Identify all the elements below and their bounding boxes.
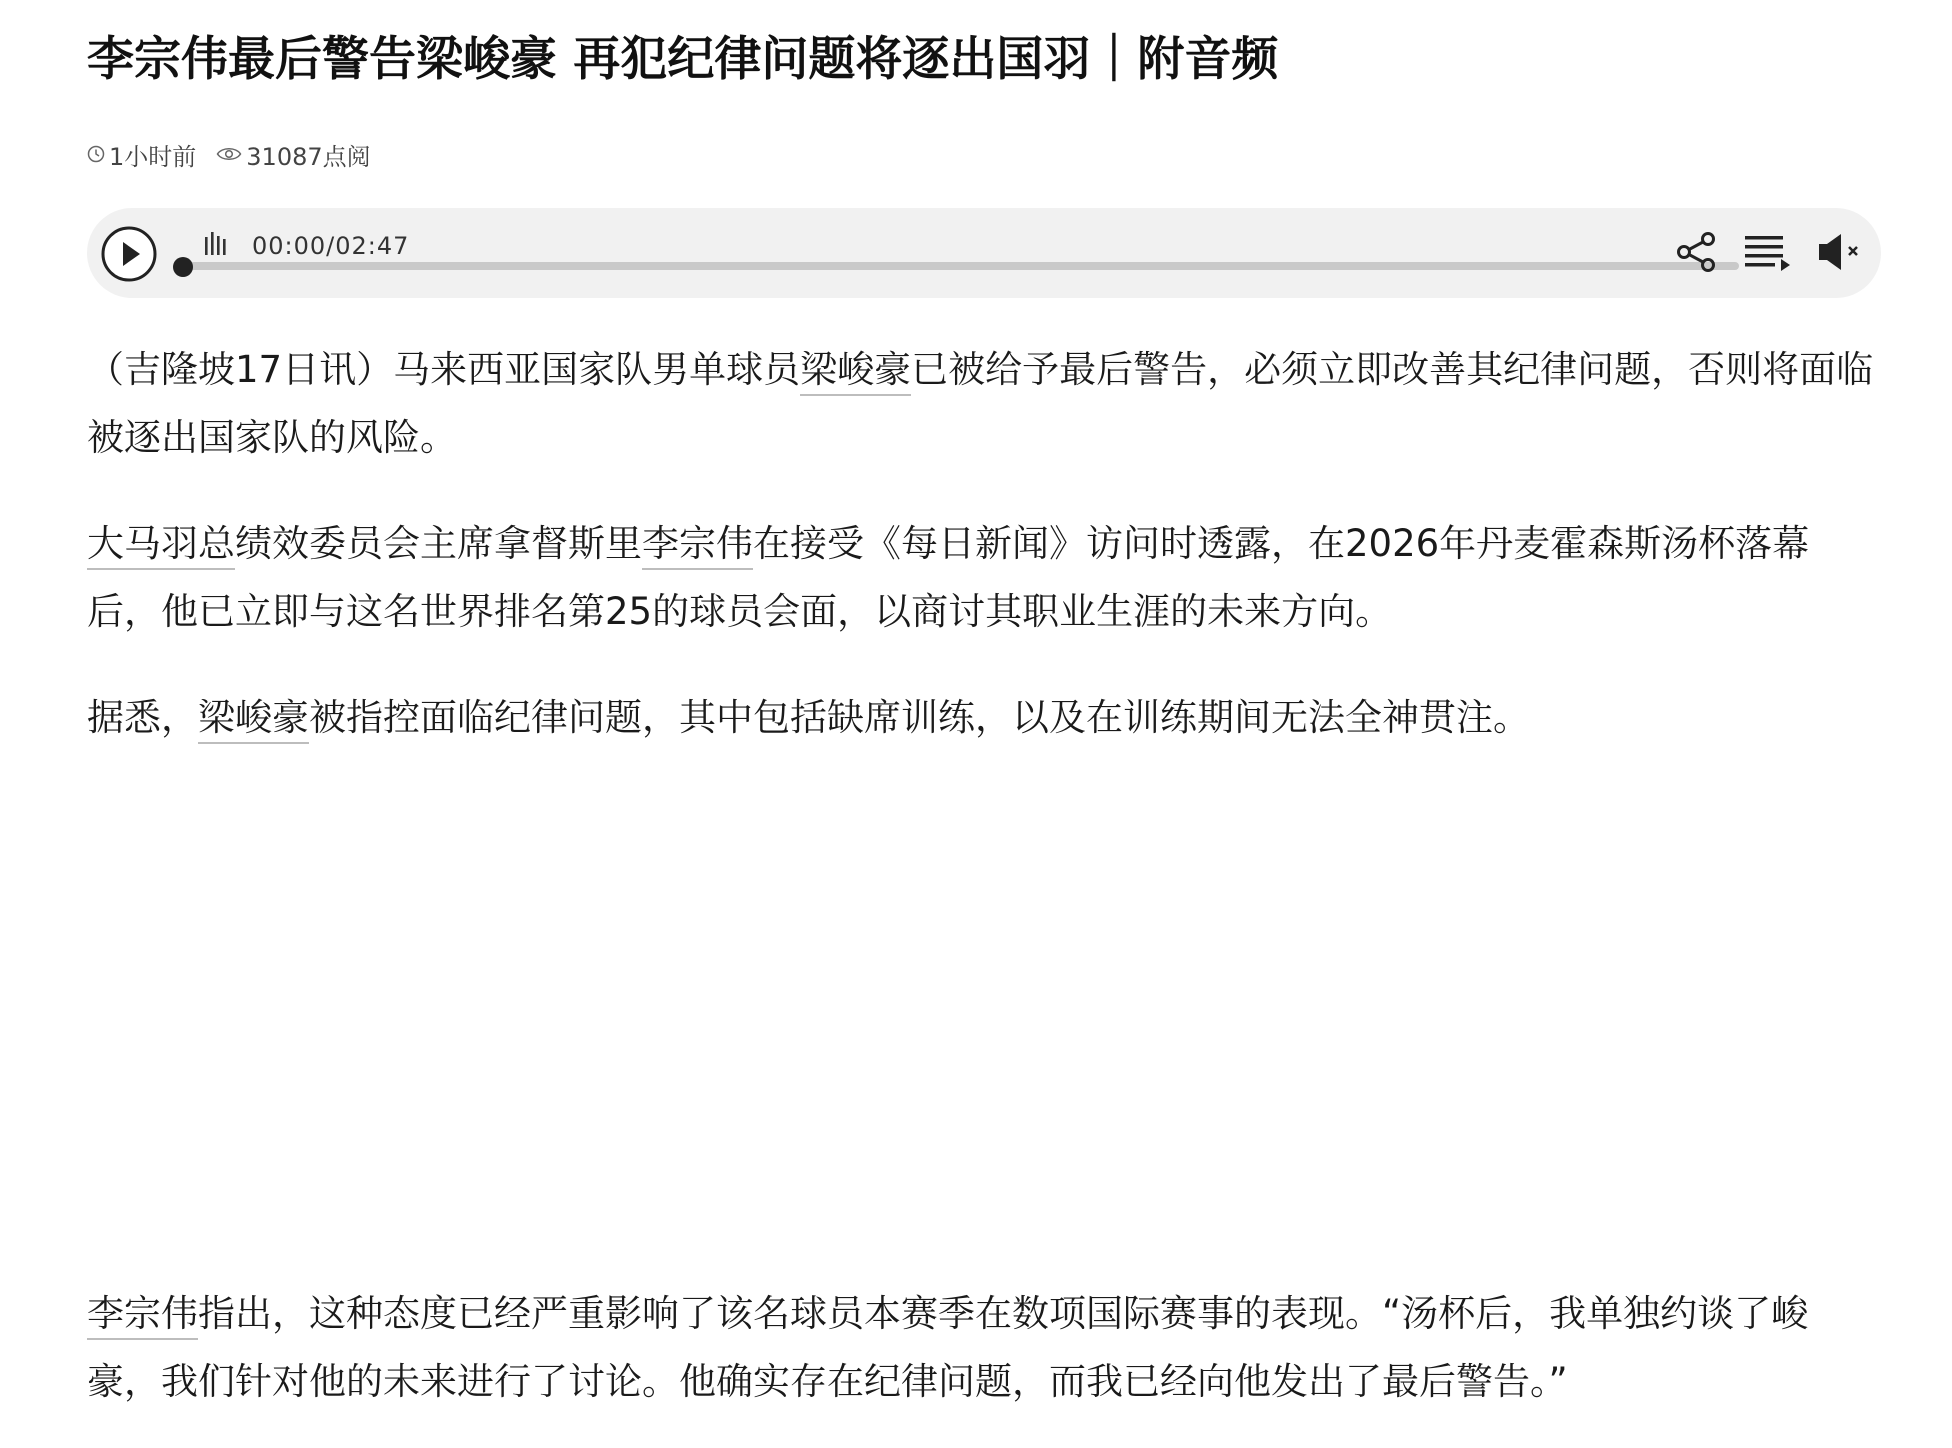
paragraph-4: [87, 1280, 1881, 1416]
article-meta: [87, 138, 391, 170]
play-button[interactable]: [101, 226, 157, 282]
inline-link[interactable]: 李宗伟: [87, 1292, 198, 1340]
playlist-icon[interactable]: [1743, 232, 1795, 272]
paragraph-text: 指出，这种态度已经严重影响了该名球员本赛季在数项国际赛事的表现。“汤杯后，我单独约谈了峻豪，我们针对他的未来进行了讨论。他确实存在纪律问题，而我已经向他发出了最后警告。”: [87, 1292, 1809, 1403]
audio-player: [87, 208, 1881, 298]
progress-handle[interactable]: [173, 257, 193, 277]
paragraph-text: （吉隆坡17日讯）马来西亚国家队男单球员: [87, 348, 801, 391]
view-count: [216, 137, 370, 172]
paragraph-text: 据悉，: [87, 696, 198, 739]
mute-icon[interactable]: [1817, 230, 1865, 274]
paragraph-1: [87, 336, 1881, 472]
share-icon[interactable]: [1675, 230, 1719, 274]
view-count-text: 31087点阅: [246, 142, 371, 171]
inline-link[interactable]: 梁峻豪: [800, 348, 911, 396]
paragraph-text: 已被给予最后警告，必须立即改善其纪律问题，否则将面临被逐出国家队的风险。: [87, 348, 1874, 459]
publish-time: [87, 137, 196, 172]
waveform-icon: [203, 231, 231, 257]
clock-icon: [87, 145, 105, 163]
progress-bar[interactable]: [185, 262, 1739, 270]
publish-time-text: 1小时前: [109, 142, 197, 171]
eye-icon: [216, 145, 242, 163]
inline-link[interactable]: 大马羽总: [87, 522, 235, 570]
paragraph-text: 被指控面临纪律问题，其中包括缺席训练，以及在训练期间无法全神贯注。: [309, 696, 1530, 739]
paragraph-3: [87, 684, 1881, 752]
paragraph-text: 绩效委员会主席拿督斯里: [235, 522, 642, 565]
inline-link[interactable]: 梁峻豪: [198, 696, 309, 744]
paragraph-2: [87, 510, 1881, 646]
paragraph-text: 在接受《每日新闻》访问时透露，在2026年丹麦霍森斯汤杯落幕后，他已立即与这名世界排名第25的球员会面，以商讨其职业生涯的未来方向。: [87, 522, 1810, 633]
article-title: 李宗伟最后警告梁峻豪 再犯纪律问题将逐出国羽｜附音频: [87, 32, 1279, 87]
audio-time: 00:00/02:47: [252, 232, 410, 260]
inline-link[interactable]: 李宗伟: [642, 522, 753, 570]
